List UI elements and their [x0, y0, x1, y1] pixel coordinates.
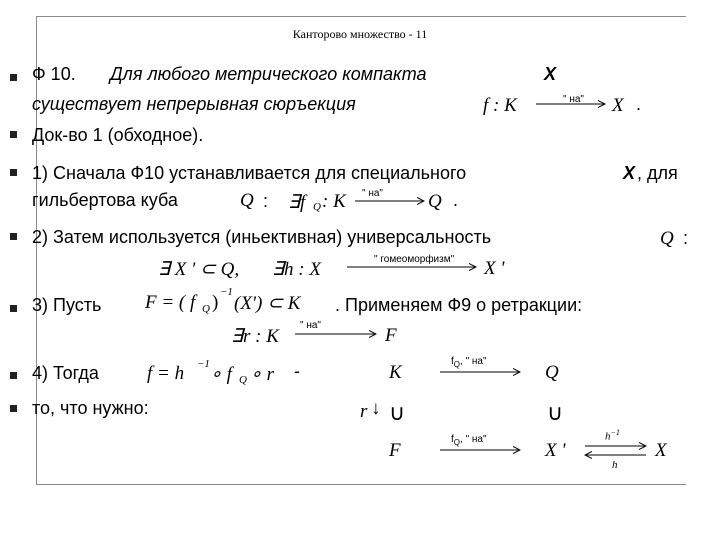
math-f-compose: f = h [147, 363, 185, 384]
theorem-statement: Для любого метрического компакта [110, 64, 427, 84]
dash: - [294, 361, 300, 381]
math-subset-xprime: ∃ X ' ⊂ Q, [158, 259, 240, 280]
diagram-node-xprime: X ' [545, 440, 566, 461]
diagram-subset-right: ∪ [547, 400, 564, 425]
math-map-f: f : K [483, 95, 517, 116]
math-compose-fq: ∘ f [210, 364, 232, 385]
period: . [636, 94, 642, 114]
diagram-node-k: K [389, 362, 402, 383]
diagram-hinv-label: $h^{-1}$ [605, 428, 620, 443]
step4-text: 4) Тогда [32, 363, 99, 383]
diagram-node-q: Q [545, 362, 559, 383]
step1-space-x: X [623, 163, 636, 183]
slide-header: Канторово множество - 11 [292, 27, 428, 41]
arrow-label-onto: " на" [362, 188, 383, 199]
diagram-top-arrow-label: $f_Q$, " на" [451, 356, 487, 369]
arrow-label-homeomorphism: " гомеоморфизм" [374, 254, 455, 265]
proof-heading: Док-во 1 (обходное). [32, 125, 204, 145]
diagram-h-label: h [612, 459, 618, 471]
math-retraction-r: ∃r : K [231, 326, 279, 347]
colon: : [683, 228, 689, 248]
arrow-label-onto: " на" [563, 94, 584, 105]
theorem-space-x: X [544, 64, 557, 84]
step2-text: 2) Затем используется (иньективная) универсальность [32, 227, 492, 247]
math-compose-r: ∘ r [250, 364, 275, 385]
math-subscript-q: Q [313, 201, 321, 213]
step1-cube-text: гильбертова куба [32, 190, 178, 210]
math-target-xprime: X ' [484, 258, 505, 279]
math-superscript-inv: −1 [197, 358, 210, 370]
math-paren: ) [212, 292, 219, 313]
down-arrow-icon: ↓ [371, 398, 381, 419]
math-homeo-h: ∃h : X [272, 259, 321, 280]
step4-conclusion: то, что нужно: [32, 398, 149, 418]
math-target-q: Q [428, 191, 442, 212]
math-cube-q: Q [660, 228, 674, 249]
math-target-f: F [385, 325, 397, 346]
math-target-x: X [612, 95, 624, 116]
theorem-number: Ф 10. [32, 64, 76, 84]
diagram-node-x: X [655, 440, 667, 461]
step3-text: 3) Пусть [32, 295, 102, 315]
math-domain-k: : K [322, 191, 346, 212]
period: . [453, 190, 459, 210]
diagram-retraction-label: r [360, 401, 368, 422]
math-subscript-q: Q [202, 303, 210, 315]
math-subscript-q: Q [239, 374, 247, 386]
math-cube-q: Q [240, 190, 254, 211]
step3-retraction-text: . Применяем Ф9 о ретракции: [335, 295, 583, 315]
math-f-def: F = ( f [145, 292, 196, 313]
theorem-statement-2: существует непрерывная сюръекция [32, 94, 356, 114]
colon: : [263, 191, 269, 211]
arrow-label-onto: " на" [300, 320, 321, 331]
diagram-node-f: F [389, 440, 401, 461]
step1-text-tail: , для [637, 163, 678, 183]
diagram-subset-left: ∪ [389, 400, 406, 425]
math-exists-f: ∃f [288, 192, 306, 213]
step1-text: 1) Сначала Ф10 устанавливается для специального [32, 163, 467, 183]
math-superscript-inv: −1 [220, 286, 233, 298]
math-preimage: (X') ⊂ K [234, 293, 301, 314]
diagram-bottom-arrow-label: $f_Q$, " на" [451, 434, 487, 447]
